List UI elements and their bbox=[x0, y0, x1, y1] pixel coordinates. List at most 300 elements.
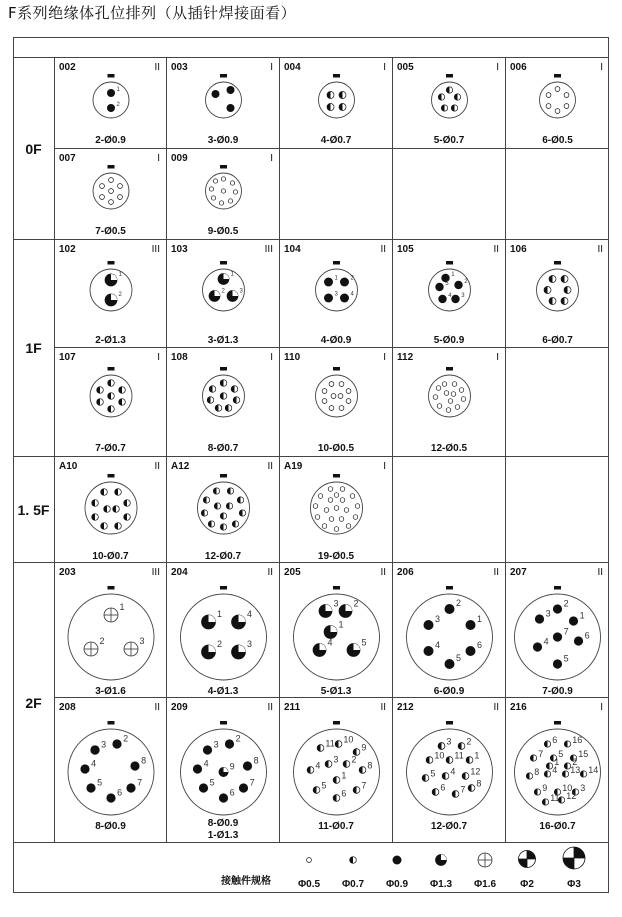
legend-symbol bbox=[307, 858, 312, 863]
contact-hole bbox=[461, 397, 466, 402]
contact-hole bbox=[227, 488, 233, 494]
contact-spec: 2-Ø1.3 bbox=[95, 335, 126, 346]
insulation-class: III bbox=[264, 244, 273, 255]
insulator-outline bbox=[429, 269, 471, 311]
contact-hole bbox=[211, 196, 215, 200]
contact-number: 3 bbox=[333, 598, 339, 609]
shell-size-label: 1F bbox=[13, 240, 55, 456]
contact-hole bbox=[534, 789, 540, 795]
insert-cell-005 bbox=[393, 58, 506, 149]
contact-hole bbox=[466, 646, 476, 656]
legend-symbol bbox=[436, 855, 447, 866]
contact-hole bbox=[435, 283, 443, 291]
contact-hole bbox=[108, 406, 115, 413]
table-header-strip bbox=[13, 37, 609, 58]
contact-hole bbox=[221, 177, 225, 181]
legend-title: 接触件规格 bbox=[221, 876, 271, 887]
contact-hole bbox=[442, 382, 447, 387]
insert-diagram bbox=[55, 348, 167, 457]
insert-code: 205 bbox=[284, 567, 301, 578]
insert-diagram bbox=[506, 563, 609, 698]
contact-symbol-icon bbox=[465, 846, 505, 872]
keyway-marker bbox=[108, 721, 115, 725]
contact-hole bbox=[438, 94, 444, 100]
shell-size-label: 1. 5F bbox=[13, 457, 55, 562]
insert-code: 009 bbox=[171, 153, 188, 164]
contact-number: 9 bbox=[542, 782, 548, 793]
contact-spec: 4-Ø0.7 bbox=[320, 135, 352, 146]
contact-number: 4 bbox=[247, 609, 253, 619]
contact-hole bbox=[322, 399, 327, 404]
contact-hole bbox=[339, 605, 352, 618]
contact-spec: 5-Ø0.7 bbox=[433, 135, 465, 146]
insert-diagram bbox=[55, 563, 167, 698]
contact-hole bbox=[339, 382, 344, 387]
insert-diagram bbox=[280, 348, 393, 457]
contact-hole bbox=[215, 405, 222, 412]
insulation-class: I bbox=[157, 153, 160, 164]
contact-number: 5 bbox=[445, 280, 449, 287]
contact-spec: 3-Ø1.6 bbox=[95, 686, 126, 697]
insulation-class: I bbox=[383, 461, 386, 472]
insert-cell-004 bbox=[280, 58, 393, 149]
contact-number: 5 bbox=[97, 777, 103, 788]
empty-cell bbox=[393, 457, 506, 563]
contact-hole bbox=[220, 380, 227, 387]
contact-hole bbox=[553, 604, 562, 613]
insert-code: 106 bbox=[510, 244, 527, 255]
contact-spec: 12-Ø0.7 bbox=[430, 821, 468, 832]
contact-hole bbox=[339, 406, 344, 411]
contact-hole bbox=[343, 761, 350, 768]
insert-cell-205 bbox=[280, 563, 393, 698]
contact-spec: 6-Ø0.7 bbox=[542, 335, 573, 346]
legend-symbol bbox=[350, 857, 357, 864]
contact-spec: 9-Ø0.5 bbox=[207, 226, 239, 237]
keyway-marker bbox=[554, 261, 561, 265]
contact-number: 13 bbox=[570, 764, 581, 775]
insert-cell-003 bbox=[167, 58, 280, 149]
contact-spec: 7-Ø0.9 bbox=[542, 686, 573, 697]
insert-cell-105 bbox=[393, 240, 506, 348]
insulation-class: II bbox=[597, 244, 603, 255]
contact-number: 3 bbox=[446, 736, 452, 747]
contact-hole bbox=[225, 739, 234, 748]
insert-cell-103 bbox=[167, 240, 280, 348]
keyway-marker bbox=[446, 74, 453, 78]
contact-hole bbox=[101, 523, 108, 530]
contact-hole bbox=[454, 281, 462, 289]
legend-item bbox=[465, 846, 505, 890]
contact-number: 1 bbox=[477, 614, 483, 624]
legend-label: Φ3 bbox=[567, 879, 581, 890]
contact-hole bbox=[232, 645, 246, 659]
contact-number: 8 bbox=[141, 755, 147, 766]
contact-hole bbox=[438, 743, 445, 750]
contact-spec: 6-Ø0.9 bbox=[433, 686, 465, 697]
legend-symbol bbox=[478, 853, 492, 867]
contact-hole bbox=[97, 387, 104, 394]
contact-hole bbox=[101, 489, 108, 496]
contact-number: 8 bbox=[534, 766, 540, 777]
contact-hole bbox=[561, 276, 568, 283]
contact-hole bbox=[126, 783, 135, 792]
contact-number: 5 bbox=[563, 653, 569, 664]
contact-number: 2 bbox=[217, 639, 223, 649]
contact-number: 7 bbox=[137, 777, 143, 788]
contact-hole bbox=[432, 789, 439, 796]
contact-number: 6 bbox=[229, 787, 235, 798]
contact-hole bbox=[203, 497, 209, 503]
contact-hole bbox=[544, 287, 551, 294]
insert-code: 216 bbox=[510, 702, 527, 713]
keyway-marker bbox=[220, 165, 227, 169]
insert-cell-112 bbox=[393, 348, 506, 457]
contact-hole bbox=[353, 515, 358, 520]
contact-hole bbox=[86, 783, 95, 792]
contact-number: 12 bbox=[566, 790, 577, 801]
contact-hole bbox=[219, 201, 223, 205]
contact-hole bbox=[533, 642, 542, 651]
contact-number: 5 bbox=[321, 780, 327, 791]
contact-spec: 3-Ø0.9 bbox=[207, 135, 239, 146]
insert-code: 206 bbox=[397, 567, 414, 578]
contact-hole bbox=[544, 771, 550, 777]
contact-spec: 3-Ø1.3 bbox=[207, 335, 239, 346]
contact-hole bbox=[228, 199, 232, 203]
contact-hole bbox=[549, 276, 556, 283]
contact-hole bbox=[212, 90, 220, 98]
contact-number: 2 bbox=[123, 733, 129, 744]
insert-diagram bbox=[393, 348, 506, 457]
insert-cell-208 bbox=[55, 698, 167, 843]
contact-number: 2 bbox=[235, 733, 241, 744]
contact-hole bbox=[322, 389, 327, 394]
contact-hole bbox=[108, 393, 115, 400]
insulation-class: II bbox=[154, 461, 160, 472]
insert-cell-110 bbox=[280, 348, 393, 457]
insert-diagram bbox=[55, 240, 167, 348]
contact-number: 4 bbox=[203, 758, 209, 769]
contact-number: 1 bbox=[118, 272, 122, 278]
contact-number: 1 bbox=[334, 275, 338, 282]
contact-number: 16 bbox=[572, 734, 583, 745]
contact-hole bbox=[340, 294, 349, 303]
contact-hole bbox=[555, 109, 560, 114]
contact-hole bbox=[334, 506, 339, 511]
contact-hole bbox=[355, 504, 360, 509]
legend-item bbox=[289, 846, 329, 890]
contact-number: 11 bbox=[325, 738, 335, 749]
contact-hole bbox=[359, 767, 366, 774]
contact-hole bbox=[92, 500, 99, 507]
contact-hole bbox=[335, 741, 342, 748]
insert-diagram bbox=[280, 457, 393, 563]
legend-label: Φ0.5 bbox=[297, 879, 321, 890]
contact-number: 6 bbox=[477, 640, 483, 650]
contact-hole bbox=[97, 399, 104, 406]
page-title: F系列绝缘体孔位排列（从插针焊接面看） bbox=[8, 4, 297, 22]
legend-label: Φ2 bbox=[520, 879, 534, 890]
contact-hole bbox=[237, 497, 243, 503]
contact-symbol-icon bbox=[554, 846, 594, 872]
contact-number: 4 bbox=[435, 640, 441, 650]
legend-label: Φ1.3 bbox=[429, 879, 453, 890]
contact-hole bbox=[219, 793, 228, 802]
contact-hole bbox=[564, 93, 569, 98]
keyway-marker bbox=[108, 367, 115, 371]
contact-number: 6 bbox=[341, 788, 347, 799]
contact-number: 8 bbox=[253, 755, 259, 766]
contact-hole bbox=[219, 767, 228, 776]
empty-cell bbox=[506, 348, 609, 457]
contact-hole bbox=[329, 517, 334, 522]
insert-cell-209 bbox=[167, 698, 280, 843]
contact-hole bbox=[109, 189, 114, 194]
insulation-class: III bbox=[151, 244, 160, 255]
contact-hole bbox=[424, 620, 434, 630]
insert-diagram bbox=[280, 240, 393, 348]
contact-number: 2 bbox=[99, 636, 105, 646]
contact-hole bbox=[328, 487, 333, 492]
contact-hole bbox=[107, 89, 115, 97]
insulation-class: II bbox=[597, 567, 603, 578]
contact-number: 2 bbox=[563, 598, 569, 609]
contact-number: 2 bbox=[221, 288, 225, 295]
insulation-class: I bbox=[270, 153, 273, 164]
keyway-marker bbox=[333, 74, 340, 78]
keyway-marker bbox=[220, 261, 227, 265]
insert-diagram bbox=[393, 563, 506, 698]
contact-number: 9 bbox=[229, 761, 235, 772]
contact-number: 8 bbox=[367, 760, 373, 771]
contact-hole bbox=[555, 87, 560, 92]
contact-hole bbox=[553, 659, 562, 668]
contact-spec: 16-Ø0.7 bbox=[539, 821, 576, 832]
contact-number: 7 bbox=[361, 780, 367, 791]
contact-hole bbox=[448, 399, 453, 404]
legend-item bbox=[377, 846, 417, 890]
contact-hole bbox=[119, 399, 126, 406]
contact-spec: 11-Ø0.7 bbox=[318, 821, 354, 832]
contact-number: 3 bbox=[580, 782, 586, 793]
insert-cell-a19 bbox=[280, 457, 393, 563]
contact-hole bbox=[226, 503, 232, 509]
contact-hole bbox=[333, 795, 340, 802]
contact-hole bbox=[329, 406, 334, 411]
contact-hole bbox=[118, 184, 123, 189]
contact-hole bbox=[119, 387, 126, 394]
contact-hole bbox=[307, 767, 314, 774]
contact-hole bbox=[202, 615, 216, 629]
shell-size-label: 2F bbox=[13, 563, 55, 842]
contact-hole bbox=[564, 763, 570, 769]
contact-hole bbox=[100, 184, 105, 189]
contact-hole bbox=[90, 745, 99, 754]
insert-diagram bbox=[55, 457, 167, 563]
contact-hole bbox=[424, 646, 434, 656]
contact-hole bbox=[441, 105, 447, 111]
insert-code: 104 bbox=[284, 244, 301, 255]
contact-number: 12 bbox=[470, 766, 481, 777]
contact-hole bbox=[230, 181, 234, 185]
contact-hole bbox=[569, 616, 578, 625]
contact-hole bbox=[542, 799, 548, 805]
keyway-marker bbox=[333, 261, 340, 265]
contact-hole bbox=[202, 645, 216, 659]
insert-diagram bbox=[167, 240, 280, 348]
contact-hole bbox=[459, 388, 464, 393]
insert-code: 107 bbox=[59, 352, 76, 363]
contact-hole bbox=[213, 179, 217, 183]
contact-hole bbox=[317, 745, 324, 752]
contact-hole bbox=[239, 510, 245, 516]
keyway-marker bbox=[108, 165, 115, 169]
legend-item bbox=[421, 846, 461, 890]
contact-number: 4 bbox=[91, 758, 97, 769]
insert-code: 102 bbox=[59, 244, 76, 255]
contact-spec: 8-Ø0.9 bbox=[207, 818, 239, 829]
contact-size-legend bbox=[13, 843, 609, 893]
contact-hole bbox=[445, 604, 455, 614]
keyway-marker bbox=[220, 721, 227, 725]
legend-label: Φ1.6 bbox=[473, 879, 497, 890]
contact-hole bbox=[462, 773, 469, 780]
contact-hole bbox=[546, 104, 551, 109]
contact-hole bbox=[118, 195, 123, 200]
contact-hole bbox=[313, 504, 318, 509]
contact-number: 3 bbox=[101, 739, 107, 750]
contact-hole bbox=[468, 785, 475, 792]
insert-cell-212 bbox=[393, 698, 506, 843]
contact-hole bbox=[322, 524, 327, 529]
legend-symbol bbox=[563, 847, 585, 869]
keyway-marker bbox=[333, 474, 340, 478]
contact-spec: 8-Ø0.7 bbox=[207, 443, 239, 454]
contact-hole bbox=[562, 771, 568, 777]
contact-hole bbox=[84, 642, 98, 656]
insert-cell-a12 bbox=[167, 457, 280, 563]
insert-cell-104 bbox=[280, 240, 393, 348]
insert-cell-106 bbox=[506, 240, 609, 348]
contact-hole bbox=[350, 494, 355, 499]
insert-code: 212 bbox=[397, 702, 414, 713]
contact-hole bbox=[209, 291, 220, 302]
contact-hole bbox=[233, 190, 237, 194]
contact-number: 5 bbox=[558, 748, 564, 759]
contact-hole bbox=[327, 104, 334, 111]
insulation-class: II bbox=[493, 567, 499, 578]
insert-code: A12 bbox=[171, 461, 190, 472]
contact-spec: 19-Ø0.5 bbox=[317, 551, 355, 562]
contact-hole bbox=[227, 291, 238, 302]
contact-hole bbox=[564, 104, 569, 109]
contact-hole bbox=[438, 295, 446, 303]
contact-number: 2 bbox=[466, 736, 472, 747]
contact-hole bbox=[107, 104, 115, 112]
contact-hole bbox=[318, 494, 323, 499]
contact-hole bbox=[564, 741, 570, 747]
contact-hole bbox=[220, 513, 226, 519]
insert-code: 203 bbox=[59, 567, 76, 578]
insulation-class: I bbox=[383, 62, 386, 73]
shell-size-label: 0F bbox=[13, 58, 55, 239]
contact-hole bbox=[324, 278, 333, 287]
contact-spec: 10-Ø0.7 bbox=[92, 551, 129, 562]
insert-code: 002 bbox=[59, 62, 76, 73]
contact-hole bbox=[454, 94, 460, 100]
contact-number: 1 bbox=[217, 609, 223, 619]
contact-hole bbox=[115, 523, 122, 530]
contact-number: 3 bbox=[213, 739, 219, 750]
insulation-class: I bbox=[496, 62, 499, 73]
insert-code: 204 bbox=[171, 567, 188, 578]
insert-code: 110 bbox=[284, 352, 301, 363]
insert-cell-a10 bbox=[55, 457, 167, 563]
contact-hole bbox=[466, 757, 473, 764]
insulation-class: I bbox=[600, 702, 603, 713]
keyway-marker bbox=[108, 474, 115, 478]
insert-diagram bbox=[280, 563, 393, 698]
insulation-class: I bbox=[496, 352, 499, 363]
insulation-class: I bbox=[600, 62, 603, 73]
contact-hole bbox=[201, 510, 207, 516]
contact-hole bbox=[535, 614, 544, 623]
contact-number: 4 bbox=[552, 764, 558, 775]
contact-number: 1 bbox=[338, 619, 344, 630]
contact-spec: 4-Ø1.3 bbox=[207, 686, 239, 697]
insulation-class: II bbox=[493, 244, 499, 255]
contact-hole bbox=[353, 787, 360, 794]
contact-hole bbox=[209, 187, 213, 191]
keyway-marker bbox=[220, 586, 227, 590]
insert-code: 004 bbox=[284, 62, 301, 73]
insert-code: 005 bbox=[397, 62, 414, 73]
contact-hole bbox=[331, 394, 336, 399]
contact-hole bbox=[203, 745, 212, 754]
insert-cell-009 bbox=[167, 149, 280, 240]
contact-hole bbox=[340, 498, 345, 503]
contact-number: 7 bbox=[538, 748, 544, 759]
contact-hole bbox=[458, 743, 465, 750]
contact-hole bbox=[561, 298, 568, 305]
contact-number: 5 bbox=[430, 768, 436, 779]
contact-number: 1 bbox=[579, 610, 585, 621]
contact-symbol-icon bbox=[333, 846, 373, 872]
insulation-class: II bbox=[493, 702, 499, 713]
contact-hole bbox=[546, 93, 551, 98]
contact-hole bbox=[325, 761, 332, 768]
legend-item bbox=[507, 846, 547, 890]
insert-code: 211 bbox=[284, 702, 301, 713]
contact-number: 6 bbox=[584, 630, 590, 641]
contact-number: 2 bbox=[351, 754, 357, 765]
contact-number: 3 bbox=[139, 636, 145, 646]
insulation-class: II bbox=[267, 567, 273, 578]
contact-hole bbox=[339, 92, 346, 99]
insert-diagram bbox=[506, 240, 609, 348]
contact-hole bbox=[239, 783, 248, 792]
contact-hole bbox=[426, 757, 433, 764]
contact-hole bbox=[530, 755, 536, 761]
legend-item bbox=[333, 846, 373, 890]
contact-hole bbox=[92, 514, 99, 521]
insulator-outline bbox=[93, 82, 129, 118]
contact-number: 2 bbox=[464, 278, 468, 285]
contact-symbol-icon bbox=[421, 846, 461, 872]
contact-hole bbox=[346, 389, 351, 394]
contact-hole bbox=[346, 524, 351, 529]
